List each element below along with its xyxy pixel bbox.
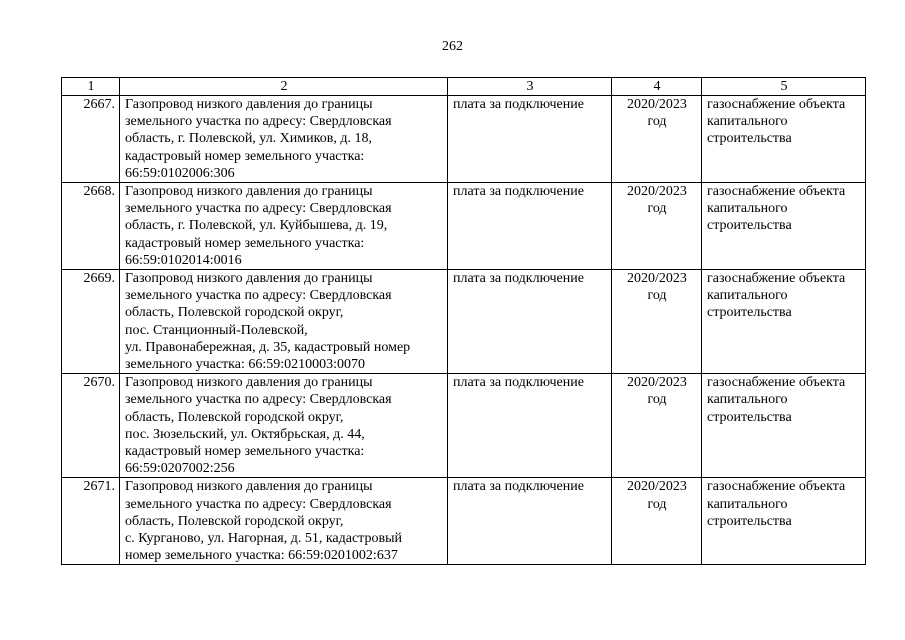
header-col-3: 3 xyxy=(448,78,612,96)
funding-source: плата за подключение xyxy=(448,478,612,565)
table-row xyxy=(62,96,866,183)
purpose-line: строительства xyxy=(707,218,792,234)
purpose-line: газоснабжение объекта xyxy=(707,271,846,287)
object-description xyxy=(120,478,448,565)
purpose-line: капитального xyxy=(707,114,788,130)
purpose-line: газоснабжение объекта xyxy=(707,97,846,112)
object-description xyxy=(120,374,448,478)
purpose-line: капитального xyxy=(707,201,788,217)
object-description-line: 66:59:0102014:0016 xyxy=(125,252,242,268)
row-number: 2668. xyxy=(62,183,120,270)
header-col-1: 1 xyxy=(62,78,120,96)
header-col-5: 5 xyxy=(702,78,866,96)
implementation-period-line: год xyxy=(647,201,667,217)
purpose-line: капитального xyxy=(707,392,788,408)
table-body xyxy=(62,96,866,565)
implementation-period-line: год xyxy=(647,392,667,408)
implementation-period-line: 2020/2023 xyxy=(627,184,687,200)
table-row xyxy=(62,478,866,565)
purpose-line: строительства xyxy=(707,513,792,529)
implementation-period-line: 2020/2023 xyxy=(627,97,687,112)
row-number: 2669. xyxy=(62,270,120,374)
object-description-line: область, Полевской городской округ, xyxy=(125,513,344,529)
purpose-line: строительства xyxy=(707,409,792,425)
row-number: 2671. xyxy=(62,478,120,565)
registry-table xyxy=(61,77,866,565)
implementation-period-line: год xyxy=(647,496,667,512)
object-description-line: Газопровод низкого давления до границы xyxy=(125,375,373,391)
purpose-line: строительства xyxy=(707,305,792,321)
object-description-line: ул. Правонабережная, д. 35, кадастровый номер xyxy=(125,339,411,355)
object-description-line: область, Полевской городской округ, xyxy=(125,305,344,321)
object-description xyxy=(120,96,448,183)
object-description-line: земельного участка по адресу: Свердловская xyxy=(125,288,392,304)
implementation-period-line: год xyxy=(647,288,667,304)
object-description-line: область, г. Полевской, ул. Куйбышева, д. 19, xyxy=(125,218,388,234)
object-description-line: Газопровод низкого давления до границы xyxy=(125,184,373,200)
implementation-period xyxy=(612,374,702,478)
funding-source: плата за подключение xyxy=(448,183,612,270)
object-description-line: Газопровод низкого давления до границы xyxy=(125,271,373,287)
object-description xyxy=(120,270,448,374)
implementation-period-line: 2020/2023 xyxy=(627,375,687,391)
object-description-line: земельного участка по адресу: Свердловская xyxy=(125,392,392,408)
object-description-line: Газопровод низкого давления до границы xyxy=(125,479,373,495)
purpose-line: капитального xyxy=(707,288,788,304)
header-row xyxy=(62,78,866,96)
page-number: 262 xyxy=(442,39,463,54)
purpose-line: газоснабжение объекта xyxy=(707,479,846,495)
purpose xyxy=(702,183,866,270)
object-description-line: кадастровый номер земельного участка: xyxy=(125,444,365,460)
object-description-line: 66:59:0207002:256 xyxy=(125,461,235,477)
implementation-period-line: 2020/2023 xyxy=(627,479,687,495)
object-description-line: пос. Станционный-Полевской, xyxy=(125,322,308,338)
purpose xyxy=(702,270,866,374)
funding-source: плата за подключение xyxy=(448,270,612,374)
object-description-line: земельного участка: 66:59:0210003:0070 xyxy=(125,357,366,373)
object-description xyxy=(120,183,448,270)
object-description-line: Газопровод низкого давления до границы xyxy=(125,97,373,112)
object-description-line: область, г. Полевской, ул. Химиков, д. 18, xyxy=(125,131,372,147)
implementation-period xyxy=(612,478,702,565)
purpose xyxy=(702,478,866,565)
purpose xyxy=(702,96,866,183)
object-description-line: земельного участка по адресу: Свердловская xyxy=(125,201,392,217)
object-description-line: номер земельного участка: 66:59:0201002:637 xyxy=(125,548,398,564)
object-description-line: с. Курганово, ул. Нагорная, д. 51, кадастровый xyxy=(125,531,402,547)
object-description-line: область, Полевской городской округ, xyxy=(125,409,344,425)
object-description-line: кадастровый номер земельного участка: xyxy=(125,235,365,251)
object-description-line: кадастровый номер земельного участка: xyxy=(125,148,365,164)
object-description-line: пос. Зюзельский, ул. Октябрьская, д. 44, xyxy=(125,426,365,442)
table-row xyxy=(62,183,866,270)
header-col-2: 2 xyxy=(120,78,448,96)
row-number: 2667. xyxy=(62,96,120,183)
purpose-line: капитального xyxy=(707,496,788,512)
implementation-period xyxy=(612,270,702,374)
object-description-line: земельного участка по адресу: Свердловская xyxy=(125,496,392,512)
implementation-period-line: 2020/2023 xyxy=(627,271,687,287)
implementation-period xyxy=(612,96,702,183)
purpose-line: газоснабжение объекта xyxy=(707,184,846,200)
table-row xyxy=(62,374,866,478)
purpose-line: строительства xyxy=(707,131,792,147)
funding-source: плата за подключение xyxy=(448,374,612,478)
object-description-line: 66:59:0102006:306 xyxy=(125,165,235,181)
purpose-line: газоснабжение объекта xyxy=(707,375,846,391)
implementation-period-line: год xyxy=(647,114,667,130)
header-col-4: 4 xyxy=(612,78,702,96)
row-number: 2670. xyxy=(62,374,120,478)
table-row xyxy=(62,270,866,374)
purpose xyxy=(702,374,866,478)
implementation-period xyxy=(612,183,702,270)
object-description-line: земельного участка по адресу: Свердловская xyxy=(125,114,392,130)
funding-source: плата за подключение xyxy=(448,96,612,183)
